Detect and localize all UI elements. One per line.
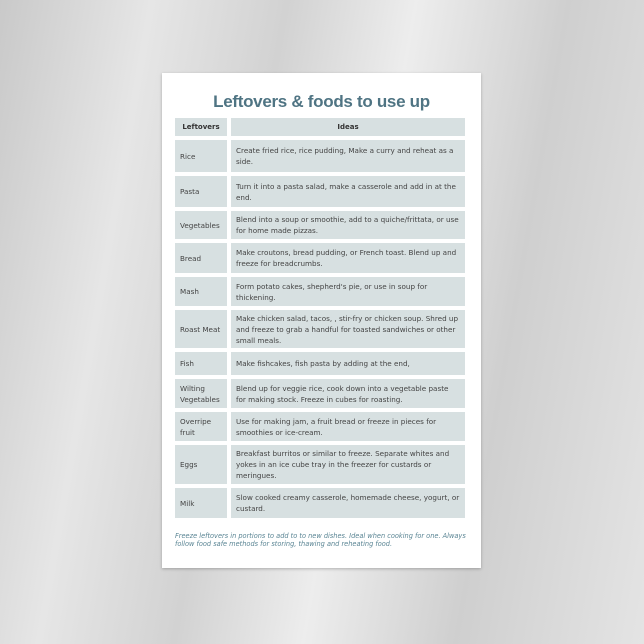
row-idea: Form potato cakes, shepherd's pie, or use in soup for thickening. <box>231 277 465 306</box>
row-item: Pasta <box>175 176 227 207</box>
header-ideas: Ideas <box>231 118 465 136</box>
row-idea: Make fishcakes, fish pasta by adding at the end, <box>231 352 465 375</box>
row-idea: Blend up for veggie rice, cook down into a vegetable paste for making stock. Freeze in cubes for roasting. <box>231 379 465 408</box>
row-idea: Use for making jam, a fruit bread or freeze in pieces for smoothies or ice-cream. <box>231 412 465 441</box>
row-item: Mash <box>175 277 227 306</box>
row-item: Wilting Vegetables <box>175 379 227 408</box>
row-item: Eggs <box>175 445 227 484</box>
page-title: Leftovers & foods to use up <box>213 92 430 111</box>
row-item: Vegetables <box>175 211 227 239</box>
footnote: Freeze leftovers in portions to add to to new dishes. Ideal when cooking for one. Always follow food safe methods for storing, thawing and reheating food. <box>175 532 466 548</box>
row-item: Overripe fruit <box>175 412 227 441</box>
row-item: Bread <box>175 243 227 273</box>
row-idea: Create fried rice, rice pudding, Make a curry and reheat as a side. <box>231 140 465 172</box>
leftovers-table <box>175 118 465 518</box>
leftovers-card <box>162 73 481 568</box>
row-idea: Make croutons, bread pudding, or French toast. Blend up and freeze for breadcrumbs. <box>231 243 465 273</box>
row-item: Fish <box>175 352 227 375</box>
row-idea: Blend into a soup or smoothie, add to a quiche/frittata, or use for home made pizzas. <box>231 211 465 239</box>
row-item: Roast Meat <box>175 310 227 348</box>
row-idea: Turn it into a pasta salad, make a casserole and add in at the end. <box>231 176 465 207</box>
header-leftovers: Leftovers <box>175 118 227 136</box>
row-idea: Slow cooked creamy casserole, homemade cheese, yogurt, or custard. <box>231 488 465 518</box>
row-item: Milk <box>175 488 227 518</box>
row-idea: Make chicken salad, tacos, , stir-fry or chicken soup. Shred up and freeze to grab a handful for toasted sandwiches or other small meals. <box>231 310 465 348</box>
row-item: Rice <box>175 140 227 172</box>
row-idea: Breakfast burritos or similar to freeze. Separate whites and yokes in an ice cube tray in the freezer for custards or meringues. <box>231 445 465 484</box>
